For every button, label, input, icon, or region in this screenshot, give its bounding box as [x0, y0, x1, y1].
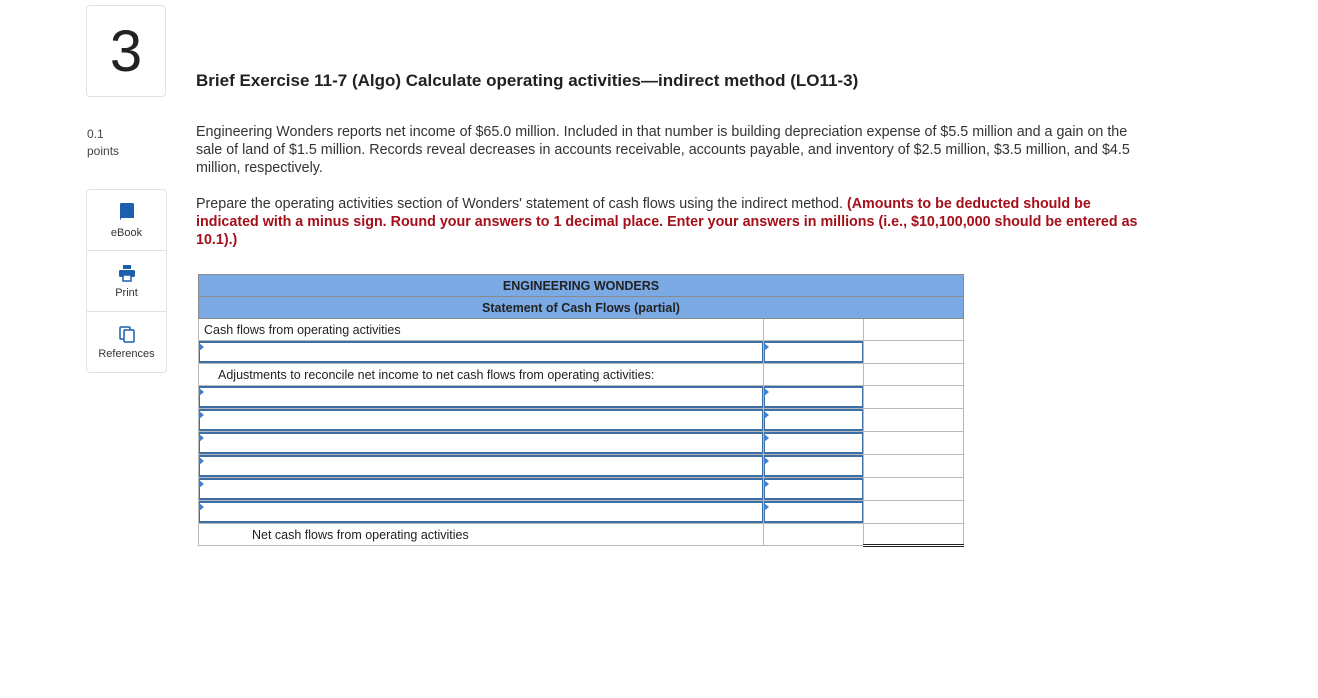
adjustment-4-label-input[interactable]	[199, 455, 763, 477]
documents-icon	[118, 325, 136, 343]
adjustment-6-amount-input[interactable]	[764, 501, 863, 523]
adjustment-3-amount-input[interactable]	[764, 432, 863, 454]
cash-flow-statement-table	[198, 274, 964, 547]
total-label: Net cash flows from operating activities	[252, 527, 469, 542]
adjustments-header-row	[199, 364, 964, 386]
problem-text: Engineering Wonders reports net income of $65.0 million. Included in that number is building depreciation expense of $5.5 million and a gain on the sale of land of $1.5 million. Records reveal decreases in accounts receivable, accounts payable, and inventory of $2.5 million, $3.5 million, and $4.5 million, respectively.	[196, 124, 1130, 176]
section-row	[199, 319, 964, 341]
question-number: 3	[86, 5, 166, 97]
adjustment-row	[199, 432, 964, 455]
adjustment-5-amount-input[interactable]	[764, 478, 863, 500]
adjustment-2-label-input[interactable]	[199, 409, 763, 431]
adjustment-6-label-input[interactable]	[199, 501, 763, 523]
adjustment-row	[199, 501, 964, 524]
statement-name: Statement of Cash Flows (partial)	[199, 297, 964, 319]
points-value: 0.1	[87, 127, 104, 141]
instructions-emphasis: (Amounts to be deducted should be indicated with a minus sign. Round your answers to 1 decimal place. Enter your answers in millions (i.e., $10,100,000 should be entered as 10.1).)	[196, 196, 1138, 248]
adjustment-row	[199, 386, 964, 409]
adjustment-1-amount-input[interactable]	[764, 386, 863, 408]
ebook-button[interactable]	[87, 190, 166, 251]
adjustment-4-amount-input[interactable]	[764, 455, 863, 477]
instructions-text	[196, 195, 1156, 249]
header-row-company	[199, 275, 964, 297]
total-row	[199, 524, 964, 546]
print-button[interactable]	[87, 251, 166, 312]
print-label: Print	[115, 286, 138, 299]
net-income-label-input[interactable]	[199, 341, 763, 363]
adjustment-3-label-input[interactable]	[199, 432, 763, 454]
adjustment-row	[199, 455, 964, 478]
adjustments-label: Adjustments to reconcile net income to net cash flows from operating activities:	[218, 367, 655, 382]
references-label: References	[98, 348, 155, 360]
tools-panel	[86, 189, 167, 373]
instructions-plain: Prepare the operating activities section of Wonders' statement of cash flows using the indirect method.	[196, 196, 847, 212]
total-amount-cell	[864, 524, 964, 546]
book-icon	[119, 202, 135, 222]
adjustment-5-label-input[interactable]	[199, 478, 763, 500]
statement-company: ENGINEERING WONDERS	[199, 275, 964, 297]
points-label: points	[87, 144, 120, 158]
adjustment-2-amount-input[interactable]	[764, 409, 863, 431]
exercise-title: Brief Exercise 11-7 (Algo) Calculate operating activities—indirect method (LO11-3)	[196, 71, 859, 90]
adjustment-row	[199, 409, 964, 432]
references-button[interactable]	[87, 312, 166, 373]
ebook-label: eBook	[110, 226, 143, 239]
section-label: Cash flows from operating activities	[204, 322, 401, 337]
printer-icon	[118, 264, 136, 282]
net-income-amount-input[interactable]	[764, 341, 863, 363]
net-income-row	[199, 341, 964, 364]
header-row-title	[199, 297, 964, 319]
points-info	[87, 126, 119, 160]
adjustment-row	[199, 478, 964, 501]
adjustment-1-label-input[interactable]	[199, 386, 763, 408]
